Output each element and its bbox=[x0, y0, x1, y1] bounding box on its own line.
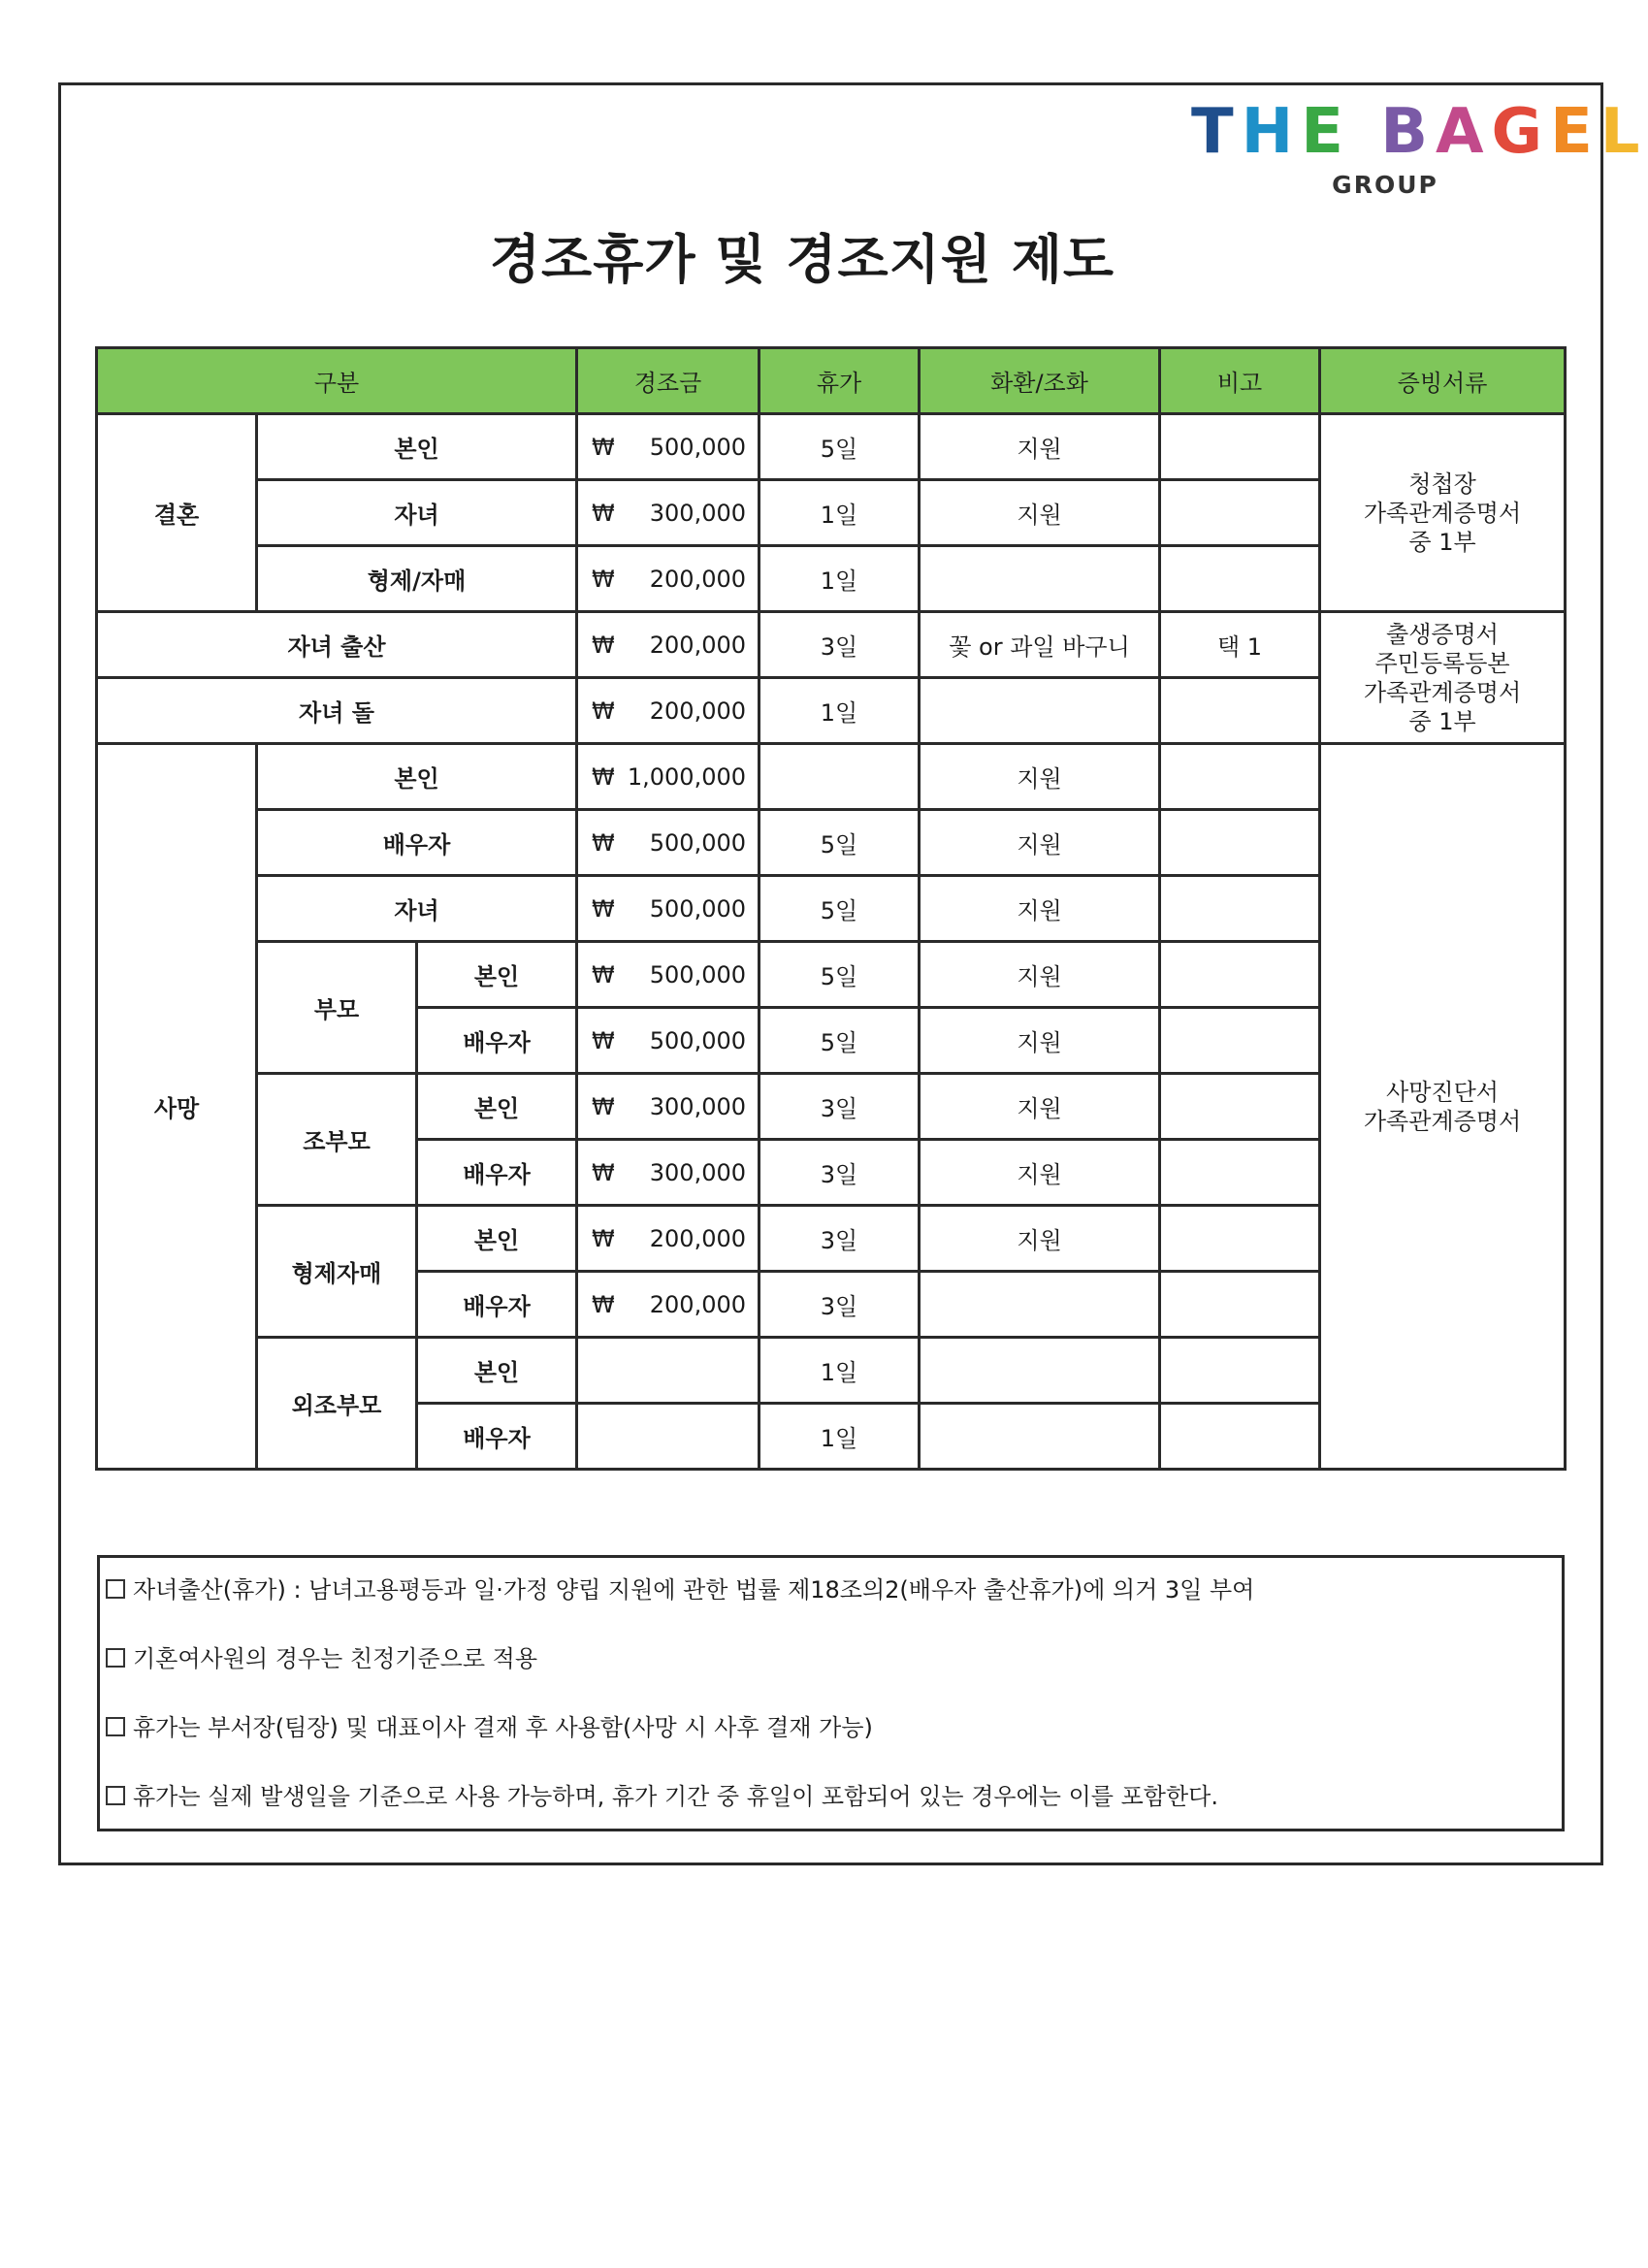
leave-cell: 3일 bbox=[759, 1140, 920, 1206]
leave-cell: 5일 bbox=[759, 1008, 920, 1074]
row-label: 자녀 bbox=[257, 876, 577, 942]
checkbox-square-icon bbox=[106, 1579, 125, 1599]
currency-symbol: ₩ bbox=[592, 762, 615, 791]
leave-cell: 1일 bbox=[759, 546, 920, 612]
group-label-grandparents: 조부모 bbox=[257, 1074, 417, 1206]
note-item bbox=[106, 1772, 1556, 1841]
header-amount: 경조금 bbox=[577, 348, 759, 414]
group-label-siblings: 형제자매 bbox=[257, 1206, 417, 1338]
row-label: 본인 bbox=[417, 942, 577, 1008]
note-cell bbox=[1160, 744, 1320, 810]
header-flower: 화환/조화 bbox=[920, 348, 1160, 414]
row-label: 본인 bbox=[257, 744, 577, 810]
note-cell bbox=[1160, 678, 1320, 744]
row-label: 본인 bbox=[417, 1338, 577, 1404]
table-row bbox=[97, 744, 1566, 810]
flower-cell: 지원 bbox=[920, 414, 1160, 480]
amount-value: 200,000 bbox=[649, 631, 747, 659]
row-label: 형제/자매 bbox=[257, 546, 577, 612]
note-item bbox=[106, 1635, 1556, 1703]
category-marriage: 결혼 bbox=[97, 414, 257, 612]
row-label: 본인 bbox=[417, 1074, 577, 1140]
currency-symbol: ₩ bbox=[592, 894, 615, 923]
amount-cell bbox=[577, 1338, 759, 1404]
note-text: 기혼여사원의 경우는 친정기준으로 적용 bbox=[133, 1645, 538, 1672]
amount-cell bbox=[577, 1206, 759, 1272]
amount-cell bbox=[577, 612, 759, 678]
note-cell bbox=[1160, 810, 1320, 876]
amount-cell bbox=[577, 1008, 759, 1074]
row-label: 본인 bbox=[257, 414, 577, 480]
leave-cell: 5일 bbox=[759, 810, 920, 876]
note-cell bbox=[1160, 1404, 1320, 1470]
note-text: 휴가는 부서장(팀장) 및 대표이사 결재 후 사용함(사망 시 사후 결재 가능) bbox=[133, 1714, 873, 1741]
currency-symbol: ₩ bbox=[592, 1026, 615, 1054]
amount-value: 500,000 bbox=[649, 960, 747, 988]
currency-symbol: ₩ bbox=[592, 1158, 615, 1186]
row-label: 배우자 bbox=[417, 1008, 577, 1074]
leave-cell: 5일 bbox=[759, 876, 920, 942]
checkbox-square-icon bbox=[106, 1786, 125, 1805]
amount-value: 300,000 bbox=[649, 499, 747, 527]
row-label: 배우자 bbox=[417, 1404, 577, 1470]
flower-cell: 지원 bbox=[920, 480, 1160, 546]
note-cell bbox=[1160, 1140, 1320, 1206]
leave-cell: 3일 bbox=[759, 1206, 920, 1272]
row-label: 배우자 bbox=[257, 810, 577, 876]
currency-symbol: ₩ bbox=[592, 631, 615, 659]
company-logo bbox=[1191, 96, 1648, 199]
amount-cell bbox=[577, 414, 759, 480]
flower-cell bbox=[920, 1272, 1160, 1338]
amount-cell bbox=[577, 480, 759, 546]
docs-death: 사망진단서 가족관계증명서 bbox=[1320, 744, 1566, 1470]
amount-value: 500,000 bbox=[649, 894, 747, 923]
note-cell bbox=[1160, 1074, 1320, 1140]
note-cell bbox=[1160, 414, 1320, 480]
row-label: 자녀 출산 bbox=[97, 612, 577, 678]
amount-cell bbox=[577, 678, 759, 744]
flower-cell bbox=[920, 546, 1160, 612]
row-label: 배우자 bbox=[417, 1140, 577, 1206]
flower-cell: 지원 bbox=[920, 1140, 1160, 1206]
group-label-parents: 부모 bbox=[257, 942, 417, 1074]
leave-cell: 3일 bbox=[759, 612, 920, 678]
note-cell bbox=[1160, 942, 1320, 1008]
checkbox-square-icon bbox=[106, 1648, 125, 1668]
amount-value: 200,000 bbox=[649, 1224, 747, 1252]
row-label: 자녀 bbox=[257, 480, 577, 546]
table-row bbox=[97, 612, 1566, 678]
note-cell bbox=[1160, 480, 1320, 546]
flower-cell: 지원 bbox=[920, 942, 1160, 1008]
flower-cell: 지원 bbox=[920, 810, 1160, 876]
header-note: 비고 bbox=[1160, 348, 1320, 414]
leave-cell: 1일 bbox=[759, 678, 920, 744]
currency-symbol: ₩ bbox=[592, 433, 615, 461]
row-label: 배우자 bbox=[417, 1272, 577, 1338]
note-cell: 택 1 bbox=[1160, 612, 1320, 678]
docs-marriage: 청첩장 가족관계증명서 중 1부 bbox=[1320, 414, 1566, 612]
amount-value: 200,000 bbox=[649, 697, 747, 725]
note-text: 자녀출산(휴가) : 남녀고용평등과 일·가정 양립 지원에 관한 법률 제18조의2(배우자 출산휴가)에 의거 3일 부여 bbox=[133, 1576, 1255, 1604]
flower-cell bbox=[920, 1404, 1160, 1470]
leave-cell: 3일 bbox=[759, 1272, 920, 1338]
flower-cell: 지원 bbox=[920, 1008, 1160, 1074]
currency-symbol: ₩ bbox=[592, 1290, 615, 1318]
amount-value: 300,000 bbox=[649, 1092, 747, 1120]
notes-box bbox=[97, 1555, 1565, 1831]
flower-cell: 지원 bbox=[920, 1206, 1160, 1272]
header-leave: 휴가 bbox=[759, 348, 920, 414]
amount-cell bbox=[577, 810, 759, 876]
note-cell bbox=[1160, 546, 1320, 612]
logo-subtitle: GROUP bbox=[1332, 171, 1438, 199]
table-row bbox=[97, 414, 1566, 480]
amount-value: 300,000 bbox=[649, 1158, 747, 1186]
row-label: 자녀 돌 bbox=[97, 678, 577, 744]
leave-cell: 3일 bbox=[759, 1074, 920, 1140]
flower-cell bbox=[920, 1338, 1160, 1404]
currency-symbol: ₩ bbox=[592, 1224, 615, 1252]
leave-cell: 1일 bbox=[759, 480, 920, 546]
leave-cell: 5일 bbox=[759, 414, 920, 480]
amount-value: 500,000 bbox=[649, 433, 747, 461]
amount-cell bbox=[577, 942, 759, 1008]
leave-cell bbox=[759, 744, 920, 810]
amount-cell bbox=[577, 1404, 759, 1470]
note-cell bbox=[1160, 1206, 1320, 1272]
currency-symbol: ₩ bbox=[592, 565, 615, 593]
group-label-maternal-grandparents: 외조부모 bbox=[257, 1338, 417, 1470]
flower-cell bbox=[920, 678, 1160, 744]
note-cell bbox=[1160, 1008, 1320, 1074]
flower-cell: 지원 bbox=[920, 744, 1160, 810]
policy-table bbox=[95, 346, 1567, 1471]
leave-cell: 1일 bbox=[759, 1338, 920, 1404]
flower-cell: 지원 bbox=[920, 876, 1160, 942]
note-cell bbox=[1160, 1272, 1320, 1338]
header-docs: 증빙서류 bbox=[1320, 348, 1566, 414]
amount-cell bbox=[577, 546, 759, 612]
category-death: 사망 bbox=[97, 744, 257, 1470]
amount-value: 200,000 bbox=[649, 1290, 747, 1318]
currency-symbol: ₩ bbox=[592, 499, 615, 527]
checkbox-square-icon bbox=[106, 1717, 125, 1736]
note-cell bbox=[1160, 1338, 1320, 1404]
amount-cell bbox=[577, 1140, 759, 1206]
amount-cell bbox=[577, 1272, 759, 1338]
note-cell bbox=[1160, 876, 1320, 942]
table-header-row bbox=[97, 348, 1566, 414]
amount-value: 200,000 bbox=[649, 565, 747, 593]
amount-cell bbox=[577, 876, 759, 942]
currency-symbol: ₩ bbox=[592, 960, 615, 988]
note-text: 휴가는 실제 발생일을 기준으로 사용 가능하며, 휴가 기간 중 휴일이 포함되어 있는 경우에는 이를 포함한다. bbox=[133, 1783, 1218, 1810]
amount-cell bbox=[577, 1074, 759, 1140]
logo-wordmark: THE BAGEL bbox=[1191, 96, 1648, 168]
leave-cell: 5일 bbox=[759, 942, 920, 1008]
amount-value: 1,000,000 bbox=[627, 762, 747, 791]
row-label: 본인 bbox=[417, 1206, 577, 1272]
amount-value: 500,000 bbox=[649, 1026, 747, 1054]
note-item bbox=[106, 1566, 1556, 1635]
flower-cell: 꽃 or 과일 바구니 bbox=[920, 612, 1160, 678]
page-title: 경조휴가 및 경조지원 제도 bbox=[489, 229, 1115, 290]
note-item bbox=[106, 1703, 1556, 1772]
leave-cell: 1일 bbox=[759, 1404, 920, 1470]
currency-symbol: ₩ bbox=[592, 697, 615, 725]
docs-birth: 출생증명서 주민등록등본 가족관계증명서 중 1부 bbox=[1320, 612, 1566, 744]
amount-value: 500,000 bbox=[649, 828, 747, 857]
header-category: 구분 bbox=[97, 348, 577, 414]
currency-symbol: ₩ bbox=[592, 828, 615, 857]
flower-cell: 지원 bbox=[920, 1074, 1160, 1140]
amount-cell bbox=[577, 744, 759, 810]
currency-symbol: ₩ bbox=[592, 1092, 615, 1120]
